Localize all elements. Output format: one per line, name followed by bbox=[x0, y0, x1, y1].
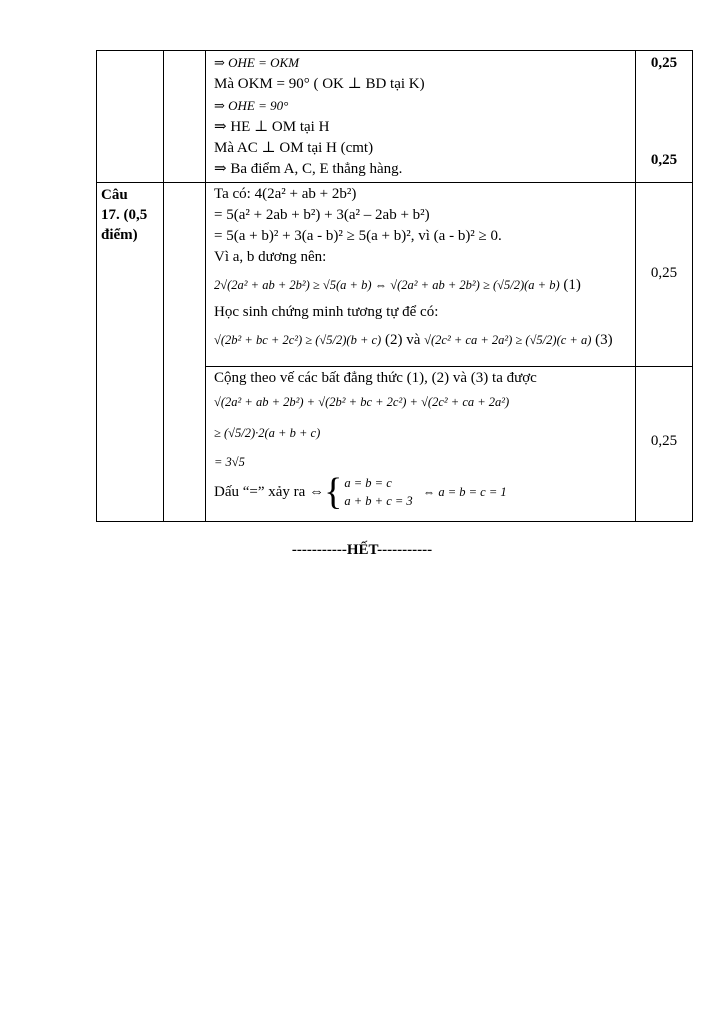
question-label-cell bbox=[97, 183, 164, 522]
line-ta-co bbox=[214, 184, 629, 205]
line-cong-theo-ve bbox=[214, 368, 629, 389]
expand-text: = 5(a² + 2ab + b²) + 3(a² – 2ab + b²) bbox=[214, 207, 430, 223]
result-text: ⇔ a = b = c = 1 bbox=[422, 485, 507, 499]
cau-label-3: điểm) bbox=[101, 227, 138, 243]
line-ineq bbox=[214, 226, 629, 247]
equation-system bbox=[344, 474, 412, 510]
ineq-3-text: √(2c² + ca + 2a²) ≥ (√5/2)(c + a) bbox=[424, 333, 592, 347]
line-sum bbox=[214, 389, 629, 415]
ineq-2-tag: (2) bbox=[384, 332, 403, 348]
score-cell bbox=[636, 51, 693, 183]
score-row2: 0,25 bbox=[650, 265, 678, 281]
part-cell bbox=[164, 51, 206, 183]
line-ac-om bbox=[214, 138, 629, 159]
ta-co-text: Ta có: 4(2a² + ab + 2b²) bbox=[214, 186, 357, 202]
table-row bbox=[97, 51, 693, 183]
line-hs-cm bbox=[214, 302, 629, 323]
sum-text: √(2a² + ab + 2b²) + √(2b² + bc + 2c²) + √(2c² + ca + 2a²) bbox=[214, 395, 510, 409]
line-expand bbox=[214, 205, 629, 226]
ohe-90-text: ⇒ OHE = 90° bbox=[214, 98, 289, 113]
line-ineq-2-3 bbox=[214, 323, 629, 357]
cau-label-1: Câu bbox=[101, 187, 128, 203]
solution-cell bbox=[206, 183, 636, 367]
line-okm-90 bbox=[214, 74, 629, 95]
table-row bbox=[97, 183, 693, 367]
solution-cell bbox=[206, 51, 636, 183]
score-cell bbox=[636, 183, 693, 367]
line-eq-3sqrt5 bbox=[214, 451, 629, 473]
and-text: và bbox=[406, 332, 421, 348]
brace-glyph: { bbox=[324, 471, 343, 513]
line-ace-collinear bbox=[214, 159, 629, 180]
system-brace bbox=[324, 473, 413, 511]
line-dau-bang bbox=[214, 473, 629, 511]
line-ohe-okm bbox=[214, 52, 629, 74]
line-he-om bbox=[214, 117, 629, 138]
eq-3sqrt5-text: = 3√5 bbox=[214, 455, 245, 469]
cau-label-2: 17. (0,5 bbox=[101, 207, 148, 223]
hs-cm-text: Học sinh chứng minh tương tự để có: bbox=[214, 304, 439, 320]
he-om-text: ⇒ HE ⊥ OM tại H bbox=[214, 119, 330, 135]
ineq-3-tag: (3) bbox=[595, 332, 613, 348]
ohe-okm-text: ⇒ OHE = OKM bbox=[214, 55, 300, 70]
ace-collinear-text: ⇒ Ba điểm A, C, E thẳng hàng. bbox=[214, 161, 403, 177]
cong-theo-ve-text: Cộng theo vế các bất đẳng thức (1), (2) và (3) ta được bbox=[214, 370, 537, 386]
vi-ab-text: Vì a, b dương nên: bbox=[214, 249, 327, 265]
ac-om-text: Mà AC ⊥ OM tại H (cmt) bbox=[214, 140, 374, 156]
line-vi-ab bbox=[214, 247, 629, 268]
okm-90-text: Mà OKM = 90° ( OK ⊥ BD tại K) bbox=[214, 76, 425, 92]
ineq-1-tag: (1) bbox=[563, 277, 581, 293]
score-a: 0,25 bbox=[650, 55, 678, 71]
dau-bang-text: Dấu “=” xảy ra ⇔ bbox=[214, 484, 325, 500]
ineq-text: = 5(a + b)² + 3(a - b)² ≥ 5(a + b)², vì (a - b)² ≥ 0. bbox=[214, 228, 502, 244]
ineq-2-text: √(2b² + bc + 2c²) ≥ (√5/2)(b + c) bbox=[214, 333, 382, 347]
score-row3: 0,25 bbox=[650, 433, 678, 449]
answer-table bbox=[96, 50, 693, 522]
score-b: 0,25 bbox=[650, 152, 678, 168]
line-geq bbox=[214, 415, 629, 451]
geq-text: ≥ (√5/2)·2(a + b + c) bbox=[214, 426, 321, 440]
solution-cell bbox=[206, 367, 636, 522]
line-ohe-90 bbox=[214, 95, 629, 117]
line-ineq-1 bbox=[214, 268, 629, 302]
score-cell bbox=[636, 367, 693, 522]
end-marker: -----------HẾT----------- bbox=[291, 542, 433, 558]
sys-eq-1: a = b = c bbox=[344, 476, 392, 490]
sys-eq-2: a + b + c = 3 bbox=[344, 494, 413, 508]
part-cell bbox=[164, 183, 206, 522]
ineq-1-text: 2√(2a² + ab + 2b²) ≥ √5(a + b) ⇔ √(2a² + ab + 2b²) ≥ (√5/2)(a + b) bbox=[214, 278, 560, 292]
question-cell bbox=[97, 51, 164, 183]
